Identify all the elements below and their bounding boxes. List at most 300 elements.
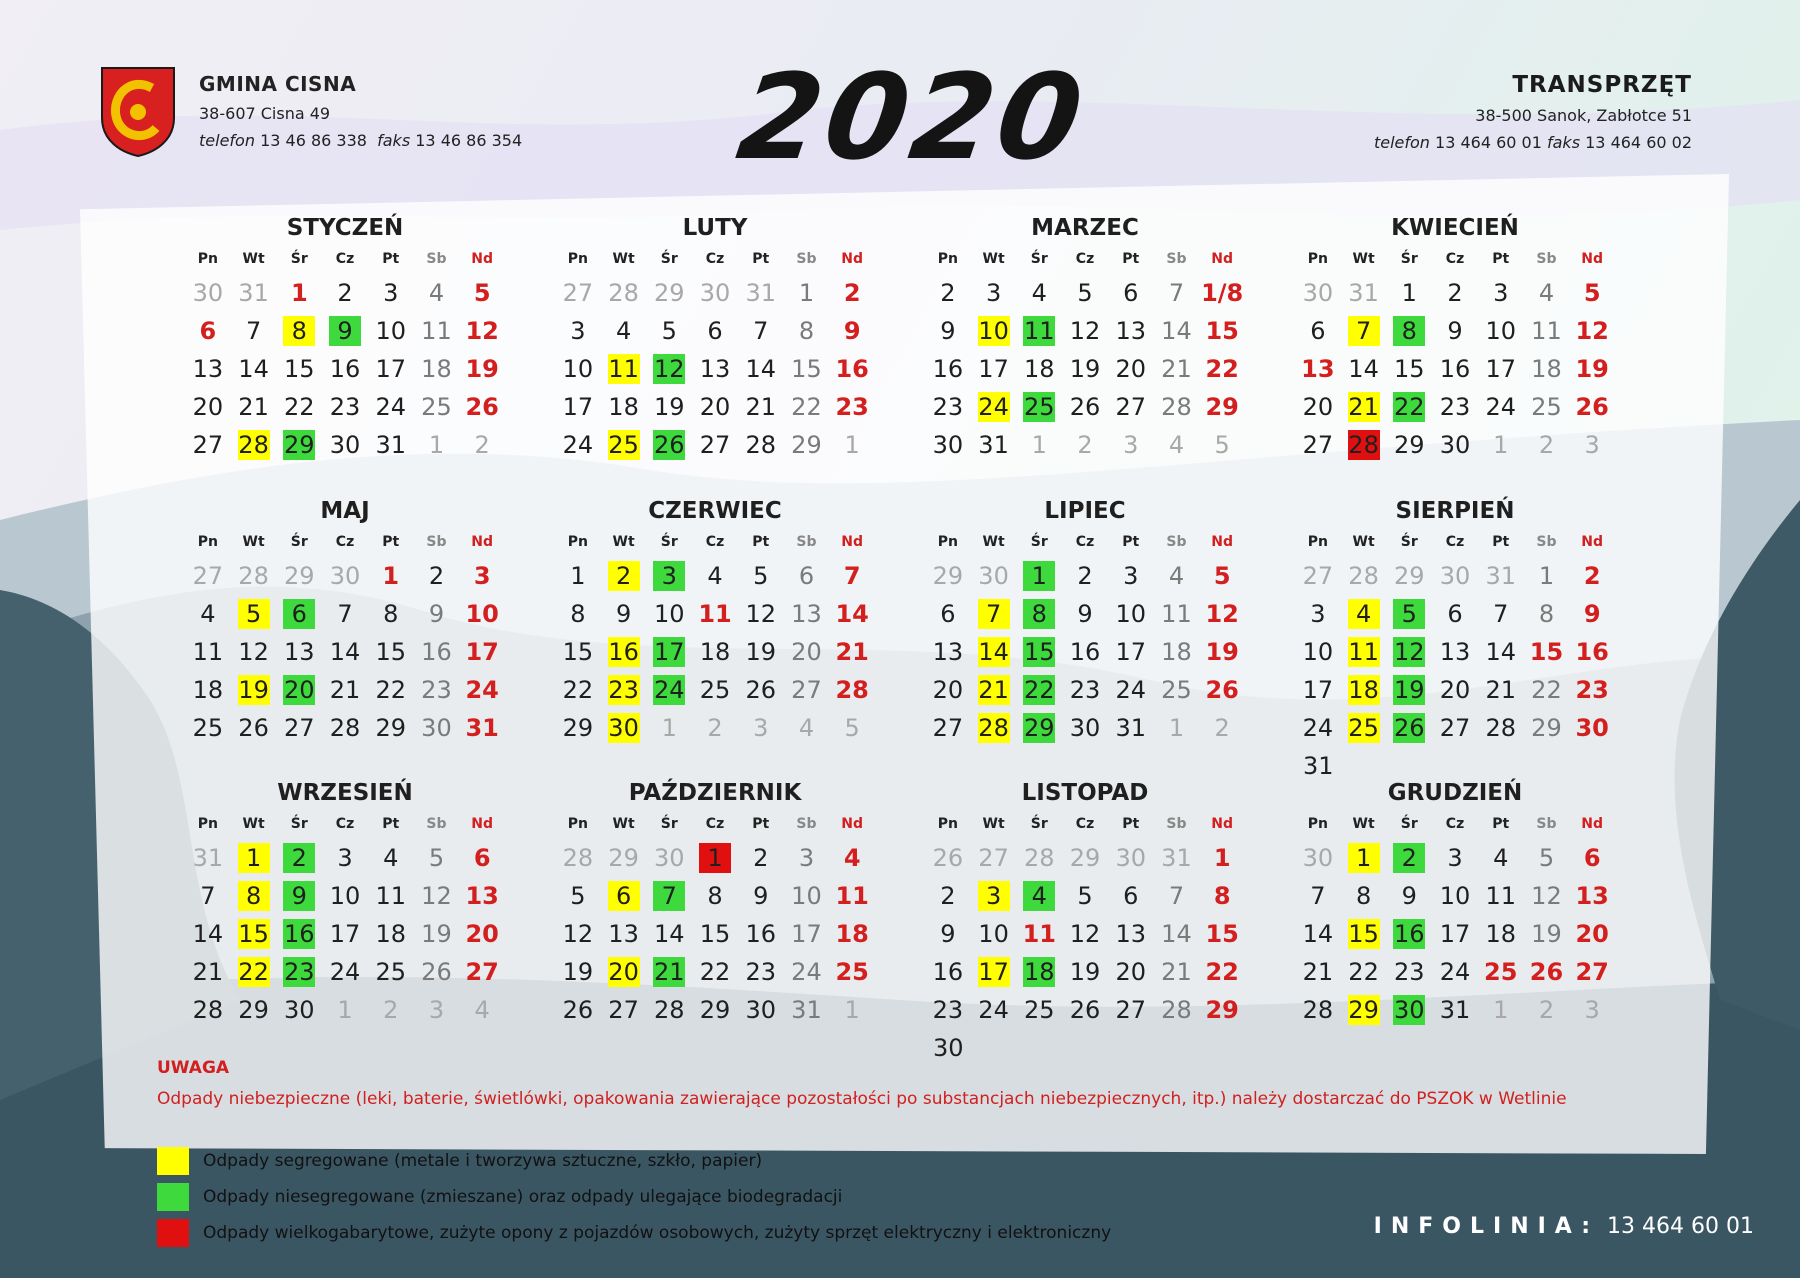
day-cell	[1524, 595, 1570, 633]
day-number: 14	[1485, 638, 1516, 666]
day-number: 23	[1394, 958, 1425, 986]
weekday-label: Nd	[841, 816, 864, 832]
day-number: 30	[1394, 996, 1425, 1024]
day-cell	[1569, 350, 1615, 388]
weekday-header	[925, 809, 1245, 839]
day-number: 7	[245, 317, 262, 345]
day-number: 12	[562, 920, 594, 948]
week-row	[1295, 877, 1615, 915]
day-cell	[368, 388, 414, 426]
weekday-label: Pt	[382, 816, 400, 832]
day-number: 26	[1069, 393, 1101, 421]
day-number: 4	[1031, 279, 1047, 307]
day-number: 4	[200, 600, 216, 628]
day-cell	[276, 426, 322, 464]
day-number: 30	[745, 996, 776, 1024]
day-cell	[601, 915, 647, 953]
day-cell	[368, 671, 414, 709]
day-cell	[1478, 839, 1524, 877]
day-number: 28	[1024, 844, 1055, 872]
week-row	[925, 350, 1245, 388]
week-row	[1295, 991, 1615, 1029]
day-cell	[925, 877, 971, 915]
notice-text: Odpady niebezpieczne (leki, baterie, świetlówki, opakowania zawierające pozostałości po substancjach niebezpiecznych, itp.) należy dostarczać do PSZOK w Wetlinie	[157, 1089, 1567, 1109]
day-cell	[1016, 595, 1062, 633]
weekday-label: Nd	[1581, 251, 1604, 267]
day-number: 29	[654, 279, 685, 307]
weekday-label: Sb	[1166, 816, 1187, 832]
day-number: 9	[753, 882, 769, 910]
day-number: 9	[940, 920, 956, 948]
day-cell	[555, 915, 601, 953]
week-row	[185, 633, 505, 671]
day-number: 29	[1205, 996, 1239, 1024]
day-cell	[925, 671, 971, 709]
week-row	[925, 595, 1245, 633]
day-cell	[1341, 633, 1387, 671]
day-number: 14	[745, 355, 776, 383]
day-cell	[368, 953, 414, 991]
week-row	[185, 312, 505, 350]
day-number: 18	[421, 355, 452, 383]
day-number: 4	[474, 996, 490, 1024]
day-number: 27	[1115, 393, 1146, 421]
day-number: 27	[608, 996, 639, 1024]
day-cell	[971, 633, 1017, 671]
day-cell	[459, 953, 505, 991]
day-number: 12	[238, 638, 269, 666]
week-row	[555, 595, 875, 633]
day-number: 3	[337, 844, 353, 872]
day-number: 2	[428, 562, 445, 590]
day-number: 19	[1394, 676, 1425, 704]
day-number: 12	[465, 317, 499, 345]
day-cell	[1478, 991, 1524, 1029]
day-cell	[1432, 557, 1478, 595]
day-cell	[1154, 557, 1200, 595]
day-number: 4	[1168, 562, 1185, 590]
day-cell	[601, 953, 647, 991]
day-cell	[1108, 709, 1154, 747]
day-cell	[829, 915, 875, 953]
day-cell	[1016, 877, 1062, 915]
week-row	[925, 709, 1245, 747]
day-cell	[1432, 709, 1478, 747]
weekday-label: Wt	[982, 534, 1005, 550]
day-cell	[738, 671, 784, 709]
weekday-label: Sb	[1536, 251, 1557, 267]
day-cell	[1386, 426, 1432, 464]
day-cell	[185, 839, 231, 877]
week-row	[1295, 388, 1615, 426]
day-cell	[1524, 426, 1570, 464]
day-number: 4	[428, 279, 445, 307]
day-cell	[276, 839, 322, 877]
weekday-label: Pn	[1307, 251, 1328, 267]
day-cell	[185, 274, 231, 312]
day-number: 20	[192, 393, 224, 421]
day-number: 9	[1077, 600, 1093, 628]
day-cell	[692, 388, 738, 426]
day-number: 22	[238, 958, 269, 986]
day-cell	[231, 671, 277, 709]
day-number: 12	[1205, 600, 1239, 628]
day-cell	[276, 915, 322, 953]
day-number: 28	[238, 431, 269, 459]
weekday-label: Wt	[982, 251, 1005, 267]
day-cell	[1478, 953, 1524, 991]
weekday-label: Sb	[1166, 534, 1187, 550]
municipality-name: GMINA CISNA	[199, 72, 357, 96]
weekday-label: Sb	[1536, 816, 1557, 832]
week-row	[1295, 595, 1615, 633]
day-cell	[784, 350, 830, 388]
weekday-header	[185, 527, 505, 557]
week-row	[1295, 274, 1615, 312]
day-number: 26	[238, 714, 269, 742]
day-number: 11	[1024, 317, 1055, 345]
week-row	[185, 388, 505, 426]
day-number: 6	[283, 599, 315, 629]
company-brand: TRANSPRZĘT	[1512, 72, 1692, 98]
weekday-label: Pn	[567, 816, 588, 832]
day-number: 24	[329, 958, 361, 986]
day-cell	[925, 1029, 972, 1067]
day-cell	[185, 595, 231, 633]
week-row	[1295, 633, 1615, 671]
day-number: 14	[835, 600, 869, 628]
day-number: 28	[1485, 714, 1516, 742]
day-cell	[738, 839, 784, 877]
day-cell	[368, 633, 414, 671]
day-number: 5	[1077, 279, 1093, 307]
day-number: 14	[978, 638, 1009, 666]
day-cell	[276, 557, 322, 595]
day-cell	[276, 274, 322, 312]
weekday-label: Sb	[1536, 534, 1557, 550]
day-cell	[971, 557, 1017, 595]
weekday-label: Pn	[1307, 816, 1328, 832]
weekday-label: Cz	[705, 816, 725, 832]
day-cell	[1016, 633, 1062, 671]
day-cell	[185, 877, 231, 915]
day-cell	[1341, 274, 1387, 312]
weekday-label: Pt	[752, 251, 770, 267]
day-number: 17	[1439, 920, 1471, 948]
day-cell	[414, 312, 460, 350]
day-cell	[784, 274, 830, 312]
day-number: 8	[570, 600, 586, 628]
weekday-header	[925, 527, 1245, 557]
day-number: 2	[1077, 431, 1093, 459]
day-number: 24	[1439, 958, 1471, 986]
day-number: 17	[1115, 638, 1146, 666]
day-number: 11	[835, 882, 869, 910]
day-number: 11	[375, 882, 406, 910]
month-10	[555, 777, 875, 1029]
day-cell	[784, 595, 830, 633]
day-cell	[692, 953, 738, 991]
day-number: 9	[428, 600, 445, 628]
weekday-label: Pn	[197, 534, 218, 550]
day-number: 29	[1394, 431, 1425, 459]
day-number: 1	[1493, 996, 1509, 1024]
day-cell	[414, 426, 460, 464]
weekday-label: Śr	[290, 251, 308, 267]
day-number: 13	[284, 638, 315, 666]
weekday-label: Pt	[1122, 816, 1140, 832]
day-cell	[784, 671, 830, 709]
day-number: 14	[238, 355, 269, 383]
day-number: 21	[654, 958, 685, 986]
day-cell	[784, 839, 830, 877]
day-cell	[1341, 877, 1387, 915]
day-cell	[1154, 915, 1200, 953]
day-number: 11	[1348, 638, 1379, 666]
day-number: 13	[1115, 920, 1146, 948]
day-cell	[692, 350, 738, 388]
month-3	[925, 212, 1245, 464]
day-number: 8	[707, 882, 723, 910]
week-row	[925, 312, 1245, 350]
day-cell	[1295, 312, 1341, 350]
day-cell	[322, 350, 368, 388]
day-cell	[1016, 350, 1062, 388]
week-row	[925, 633, 1245, 671]
day-number: 13	[1439, 638, 1471, 666]
day-number: 15	[791, 355, 822, 383]
legend-swatch-green	[157, 1183, 189, 1211]
weekday-header	[555, 527, 875, 557]
day-cell	[185, 915, 231, 953]
day-number: 26	[1575, 393, 1609, 421]
day-number: 5	[238, 599, 270, 629]
day-cell	[322, 915, 368, 953]
day-number: 29	[1024, 714, 1055, 742]
day-cell	[414, 709, 460, 747]
day-number: 3	[1310, 600, 1326, 628]
day-number: 15	[284, 355, 315, 383]
day-number: 26	[745, 676, 776, 704]
day-cell	[1154, 877, 1200, 915]
week-row	[555, 953, 875, 991]
day-number: 3	[1493, 279, 1509, 307]
day-cell	[1386, 350, 1432, 388]
day-number: 17	[375, 355, 406, 383]
day-number: 1	[1493, 431, 1509, 459]
day-cell	[925, 915, 971, 953]
day-number: 29	[608, 844, 639, 872]
day-cell	[1016, 557, 1062, 595]
day-cell	[1569, 633, 1615, 671]
day-cell	[414, 671, 460, 709]
day-cell	[555, 312, 601, 350]
day-number: 20	[1575, 920, 1609, 948]
day-number: 10	[1302, 638, 1334, 666]
day-number: 10	[978, 317, 1009, 345]
day-number: 10	[791, 882, 822, 910]
day-number: 27	[562, 279, 594, 307]
day-cell	[1524, 953, 1570, 991]
day-number: 9	[283, 881, 315, 911]
month-12	[1295, 777, 1615, 1029]
day-cell	[231, 557, 277, 595]
day-number: 7	[1310, 882, 1326, 910]
day-cell	[1432, 877, 1478, 915]
day-number: 12	[1069, 317, 1101, 345]
weekday-label: Wt	[612, 816, 635, 832]
day-number: 28	[1348, 431, 1379, 459]
weekday-label: Pt	[752, 534, 770, 550]
weekday-label: Pt	[752, 816, 770, 832]
day-number: 16	[745, 920, 776, 948]
weekday-label: Pn	[937, 534, 958, 550]
day-cell	[1386, 915, 1432, 953]
day-cell	[185, 953, 231, 991]
month-name: LUTY	[682, 215, 748, 241]
day-cell	[231, 877, 277, 915]
day-number: 13	[791, 600, 822, 628]
day-cell	[368, 991, 414, 1029]
day-cell	[738, 557, 784, 595]
day-number: 25	[1348, 714, 1379, 742]
day-cell	[1524, 350, 1570, 388]
day-number: 14	[192, 920, 224, 948]
day-cell	[1341, 709, 1387, 747]
day-cell	[738, 915, 784, 953]
week-row	[1295, 671, 1615, 709]
notice-title: UWAGA	[157, 1058, 230, 1078]
day-number: 25	[835, 958, 869, 986]
day-cell	[231, 595, 277, 633]
day-cell	[646, 709, 692, 747]
day-cell	[414, 991, 460, 1029]
day-cell	[1154, 312, 1200, 350]
weekday-label: Wt	[242, 534, 265, 550]
month-1	[185, 212, 505, 464]
day-number: 6	[1310, 317, 1326, 345]
day-number: 30	[1575, 714, 1609, 742]
day-number: 7	[978, 599, 1010, 629]
day-cell	[692, 633, 738, 671]
day-cell	[1478, 274, 1524, 312]
month-6	[555, 495, 875, 747]
day-number: 20	[932, 676, 964, 704]
day-number: 2	[843, 279, 861, 307]
day-number: 14	[1302, 920, 1334, 948]
weekday-label: Wt	[612, 251, 635, 267]
day-cell	[829, 595, 875, 633]
day-number: 25	[1161, 676, 1192, 704]
day-cell	[1478, 557, 1524, 595]
day-number: 11	[421, 317, 452, 345]
day-number: 25	[1024, 393, 1055, 421]
day-cell	[646, 991, 692, 1029]
day-cell	[322, 274, 368, 312]
day-number: 20	[284, 676, 315, 704]
day-cell	[738, 991, 784, 1029]
day-cell	[459, 915, 505, 953]
day-cell	[1386, 274, 1432, 312]
day-cell	[459, 633, 505, 671]
weekday-label: Sb	[426, 816, 447, 832]
day-number: 7	[1348, 316, 1380, 346]
day-number: 31	[375, 431, 406, 459]
day-cell	[1524, 312, 1570, 350]
legend-item: Odpady segregowane (metale i tworzywa sztuczne, szkło, papier)	[157, 1143, 1111, 1179]
day-number: 14	[1161, 920, 1192, 948]
day-cell	[784, 312, 830, 350]
day-cell	[829, 350, 875, 388]
day-cell	[1569, 557, 1615, 595]
day-cell	[601, 877, 647, 915]
day-number: 14	[1161, 317, 1192, 345]
day-number: 2	[707, 714, 723, 742]
day-cell	[925, 312, 971, 350]
day-cell	[231, 388, 277, 426]
day-cell	[1386, 312, 1432, 350]
weekday-header	[185, 809, 505, 839]
day-cell	[738, 312, 784, 350]
day-number: 28	[1348, 562, 1379, 590]
weekday-label: Nd	[1211, 251, 1234, 267]
day-cell	[1341, 312, 1387, 350]
day-number: 19	[465, 355, 499, 383]
day-cell	[1295, 350, 1341, 388]
day-number: 24	[1485, 393, 1516, 421]
month-9	[185, 777, 505, 1029]
day-cell	[971, 426, 1017, 464]
day-cell	[738, 953, 784, 991]
day-cell	[322, 709, 368, 747]
weekday-label: Śr	[1400, 251, 1418, 267]
day-cell	[692, 557, 738, 595]
day-number: 12	[1575, 317, 1609, 345]
weekday-label: Sb	[796, 251, 817, 267]
weekday-label: Nd	[471, 534, 494, 550]
weekday-label: Cz	[705, 534, 725, 550]
day-number: 1	[1031, 431, 1047, 459]
week-row	[555, 274, 875, 312]
day-cell	[555, 557, 601, 595]
day-cell	[692, 991, 738, 1029]
day-number: 27	[978, 844, 1009, 872]
day-number: 19	[745, 638, 776, 666]
day-cell	[601, 633, 647, 671]
day-number: 5	[661, 317, 677, 345]
day-number: 17	[1485, 355, 1516, 383]
day-cell	[646, 426, 692, 464]
day-number: 18	[192, 676, 224, 704]
day-cell	[784, 709, 830, 747]
day-number: 26	[1069, 996, 1101, 1024]
day-number: 24	[1302, 714, 1334, 742]
day-number: 22	[1205, 355, 1239, 383]
weekday-label: Wt	[1352, 534, 1375, 550]
day-cell	[925, 350, 971, 388]
day-cell	[646, 877, 692, 915]
day-cell	[738, 350, 784, 388]
day-cell	[1478, 312, 1524, 350]
day-cell	[1062, 991, 1108, 1029]
day-cell	[1016, 274, 1062, 312]
day-cell	[692, 915, 738, 953]
day-number: 6	[473, 844, 491, 872]
day-number: 16	[1439, 355, 1471, 383]
weekday-label: Śr	[290, 534, 308, 550]
day-number: 27	[1302, 431, 1334, 459]
day-number: 30	[284, 996, 315, 1024]
